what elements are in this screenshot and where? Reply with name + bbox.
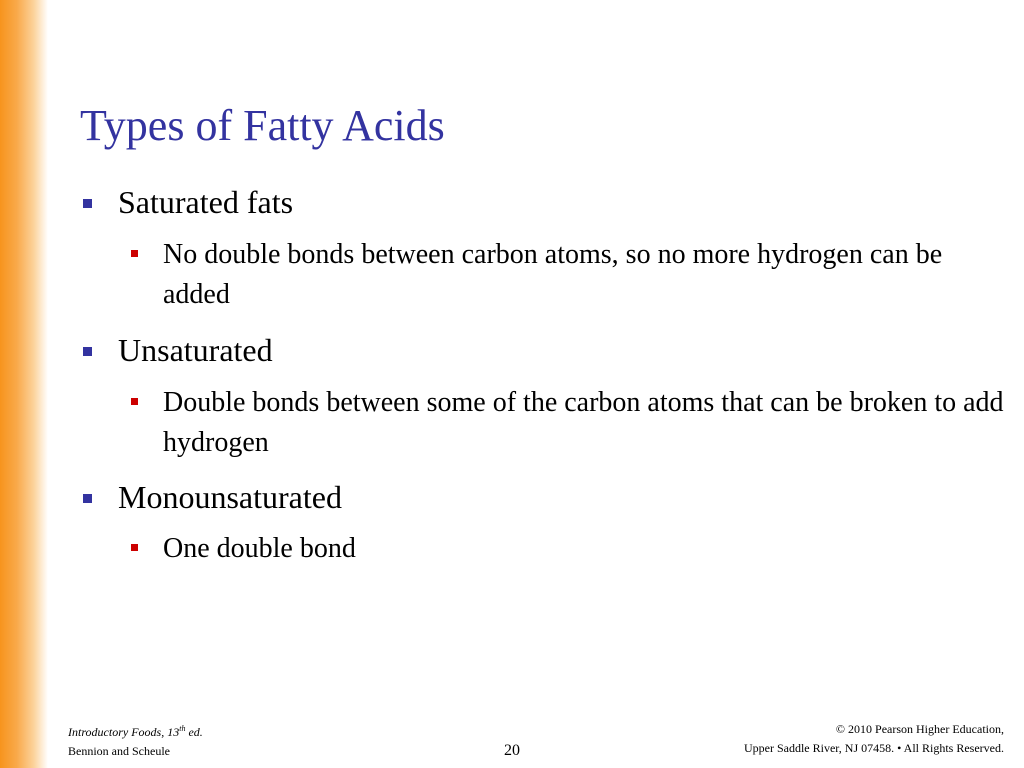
copyright-line-1: © 2010 Pearson Higher Education,	[835, 722, 1004, 736]
page-number: 20	[504, 742, 520, 759]
footer-copyright	[744, 720, 1004, 758]
sub-bullet-text: No double bonds between carbon atoms, so no more hydrogen can be added	[163, 239, 943, 310]
sub-bullet-item	[128, 235, 1008, 315]
square-bullet-icon	[83, 494, 92, 503]
square-bullet-icon	[83, 199, 92, 208]
sub-bullet-item	[128, 383, 1008, 463]
square-bullet-icon	[131, 544, 138, 551]
bullet-text: Saturated fats	[118, 184, 294, 220]
book-title: Introductory Foods, 13th ed.	[68, 724, 203, 739]
sub-bullet-text: Double bonds between some of the carbon atoms that can be broken to add hydrogen	[163, 387, 1004, 458]
slide-title: Types of Fatty Acids	[80, 101, 445, 150]
sub-bullet-item	[128, 529, 1008, 569]
footer-book-info	[68, 723, 203, 761]
bullet-text: Unsaturated	[118, 332, 273, 368]
copyright-line-2: Upper Saddle River, NJ 07458. • All Rights Reserved.	[743, 741, 1004, 755]
bullet-text: Monounsaturated	[118, 479, 342, 515]
square-bullet-icon	[83, 347, 92, 356]
square-bullet-icon	[131, 250, 138, 257]
sub-bullet-text: One double bond	[163, 533, 356, 564]
book-authors: Bennion and Scheule	[68, 744, 170, 758]
square-bullet-icon	[131, 398, 138, 405]
